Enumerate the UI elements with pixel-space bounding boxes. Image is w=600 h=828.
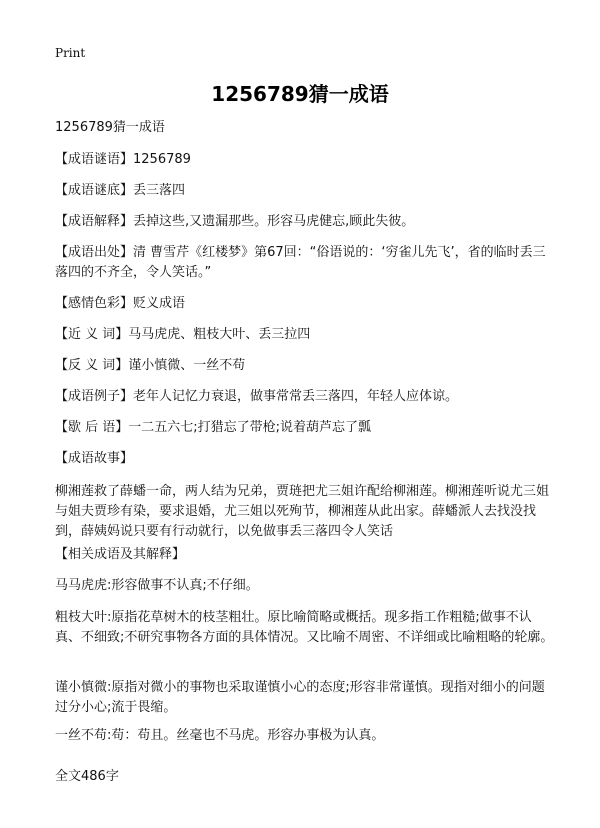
page-title: 1256789猜一成语 [211,82,389,106]
related-item-yisibugou: 一丝不苟:苟：苟且。丝毫也不马虎。形容办事极为认真。 [55,728,385,743]
source-paragraph: 【成语出处】清 曹雪芹《红楼梦》第67回：“俗语说的：‘穷雀儿先飞’，省的临时丢三落四的不齐全，令人笑话。” [55,245,546,280]
synonyms-line: 【近 义 词】马马虎虎、粗枝大叶、丢三拉四 [55,327,311,342]
related-item-jinxiaoshenwei: 谨小慎微:原指对微小的事物也采取谨慎小心的态度;形容非常谨慎。现指对细小的问题过分小心;流于畏缩。 [55,680,545,715]
antonyms-line: 【反 义 词】谨小慎微、一丝不苟 [55,358,246,373]
print-link[interactable]: Print [55,46,86,60]
word-count: 全文486字 [55,769,119,784]
story-heading: 【成语故事】 [55,451,134,466]
related-item-cuzhidaye: 粗枝大叶:原指花草树木的枝茎粗壮。原比喻简略或概括。现多指工作粗糙;做事不认真、不细致;不研究事物各方面的具体情况。又比喻不周密、不详细或比喻粗略的轮廓。 [55,610,554,645]
related-item-mamahuhu: 马马虎虎:形容做事不认真;不仔细。 [55,578,259,593]
related-heading: 【相关成语及其解释】 [55,547,186,562]
story-paragraph: 柳湘莲救了薛蟠一命，两人结为兄弟，贾琏把尤三姐许配给柳湘莲。柳湘莲听说尤三姐与姐夫贾珍有染，要求退婚，尤三姐以死殉节，柳湘莲从此出家。薛蟠派人去找没找到，薛姨妈说只要有行动就行，以免做事丢三落四令人笑话 [55,484,550,539]
sentiment-line: 【感情色彩】贬义成语 [55,296,186,311]
answer-line: 【成语谜底】丢三落四 [55,183,186,198]
xiehouyu-line: 【歇 后 语】一二五六七;打猎忘了带枪;说着葫芦忘了瓢 [55,420,372,435]
subtitle-line: 1256789猜一成语 [55,120,165,135]
example-line: 【成语例子】老年人记忆力衰退，做事常常丢三落四，年轻人应体谅。 [55,389,459,404]
explanation-line: 【成语解释】丢掉这些,又遗漏那些。形容马虎健忘,顾此失彼。 [55,214,415,229]
riddle-line: 【成语谜语】1256789 [55,152,191,167]
